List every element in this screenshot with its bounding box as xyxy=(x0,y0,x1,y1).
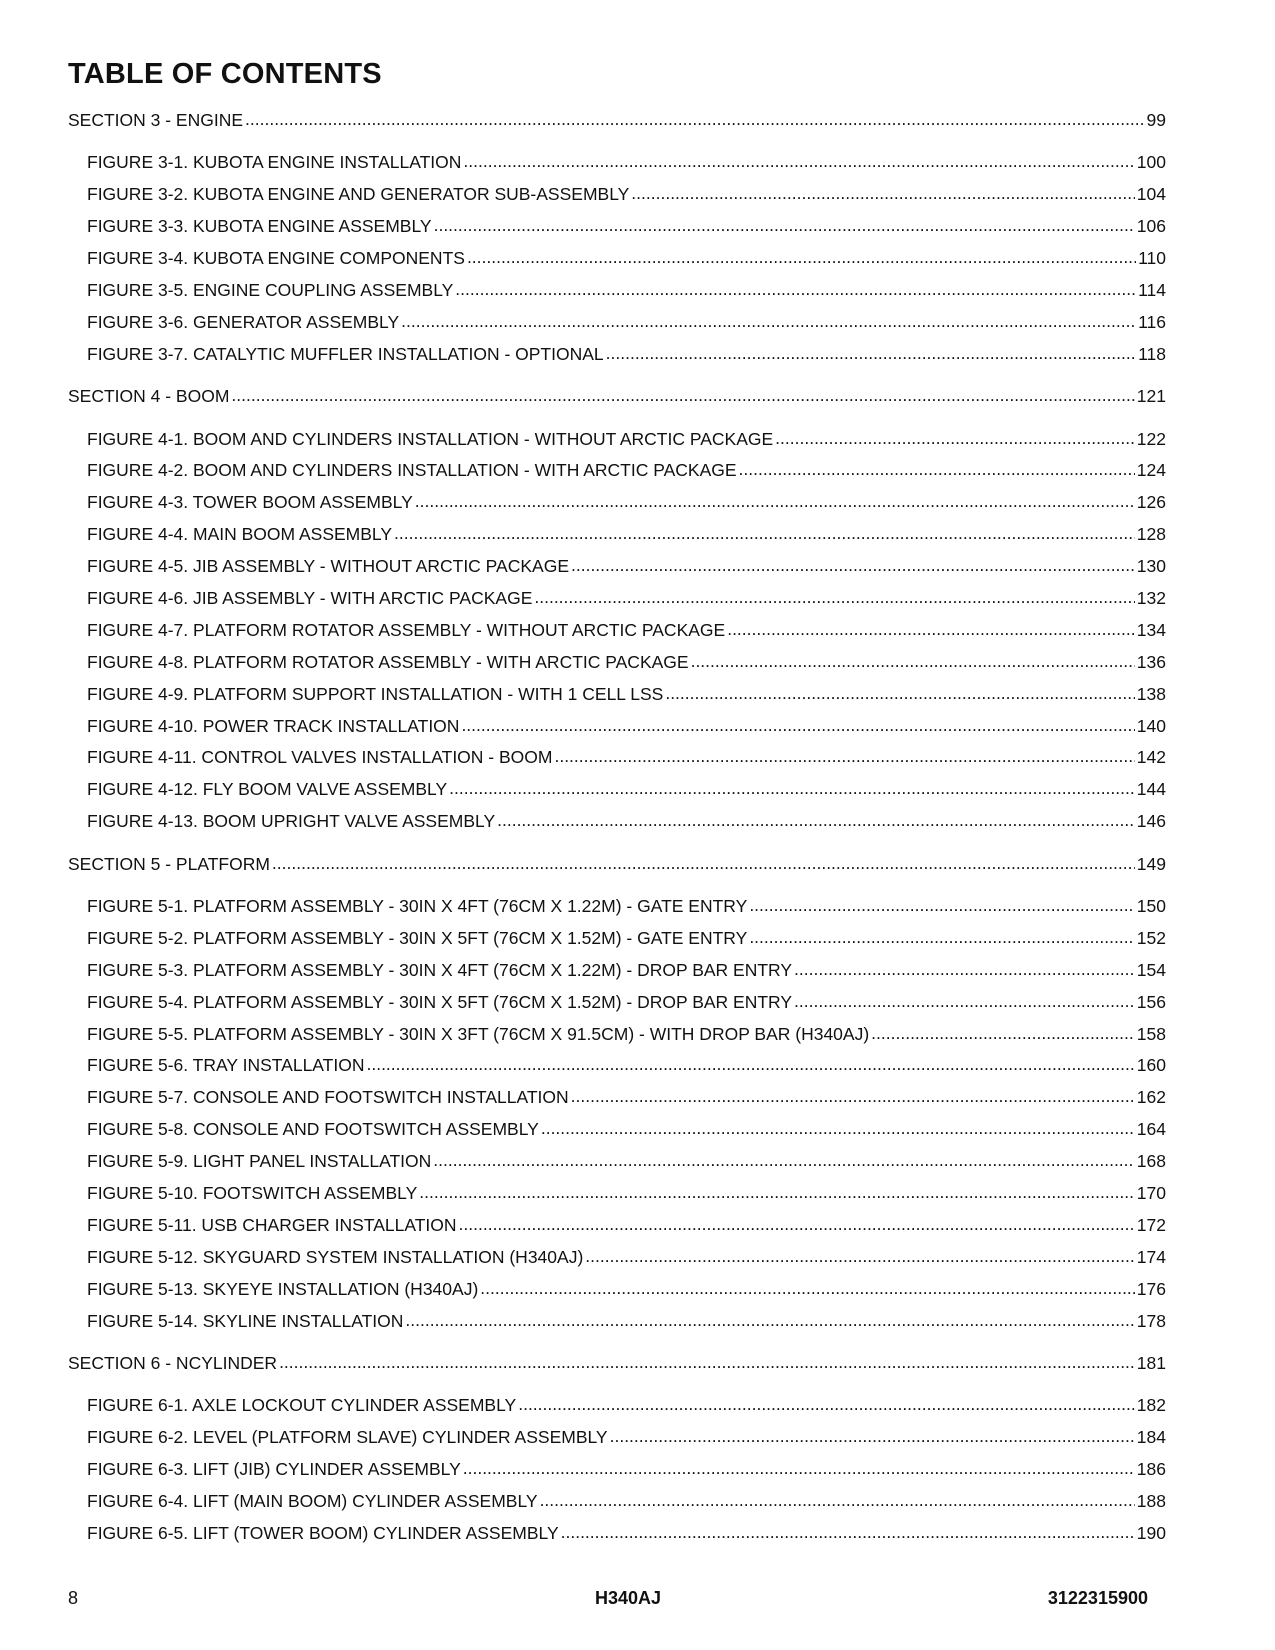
toc-figure-entry[interactable] xyxy=(68,1087,1166,1119)
toc-entry-label: FIGURE 3-6. GENERATOR ASSEMBLY xyxy=(87,311,400,332)
toc-figure-entry[interactable] xyxy=(68,928,1166,960)
toc-figure-entry[interactable] xyxy=(68,216,1166,248)
toc-figure-entry[interactable] xyxy=(68,716,1166,748)
toc-entry-label: FIGURE 3-1. KUBOTA ENGINE INSTALLATION xyxy=(87,152,462,173)
toc-entry-label: FIGURE 4-9. PLATFORM SUPPORT INSTALLATION - WITH 1 CELL LSS xyxy=(87,683,664,704)
dot-leader xyxy=(449,778,1135,799)
toc-figure-entry[interactable] xyxy=(68,556,1166,588)
toc-entry-page: 134 xyxy=(1136,619,1166,640)
toc-entry-page: 172 xyxy=(1136,1214,1166,1235)
toc-entry-page: 186 xyxy=(1136,1459,1166,1480)
toc-entry-label: FIGURE 5-7. CONSOLE AND FOOTSWITCH INSTALLATION xyxy=(87,1087,569,1108)
toc-figure-entry[interactable] xyxy=(68,1215,1166,1247)
toc-section-entry[interactable] xyxy=(68,110,1166,142)
dot-leader xyxy=(434,215,1135,236)
toc-figure-list xyxy=(68,1395,1166,1554)
toc-entry-page: 122 xyxy=(1136,428,1166,449)
dot-leader xyxy=(610,1426,1135,1447)
dot-leader xyxy=(739,459,1135,480)
toc-entry-label: FIGURE 6-3. LIFT (JIB) CYLINDER ASSEMBLY xyxy=(87,1459,461,1480)
toc-entry-label: FIGURE 4-6. JIB ASSEMBLY - WITH ARCTIC PACKAGE xyxy=(87,587,533,608)
dot-leader xyxy=(272,853,1135,874)
toc-entry-page: 144 xyxy=(1136,779,1166,800)
toc-entry-label: FIGURE 5-1. PLATFORM ASSEMBLY - 30IN X 4FT (76CM X 1.22M) - GATE ENTRY xyxy=(87,895,748,916)
toc-entry-label: FIGURE 4-7. PLATFORM ROTATOR ASSEMBLY - WITHOUT ARCTIC PACKAGE xyxy=(87,619,726,640)
page-title: TABLE OF CONTENTS xyxy=(68,58,382,90)
toc-section-block xyxy=(68,386,1166,843)
dot-leader xyxy=(245,109,1145,130)
toc-figure-entry[interactable] xyxy=(68,779,1166,811)
toc-entry-page: 104 xyxy=(1136,184,1166,205)
toc-entry-label: FIGURE 4-5. JIB ASSEMBLY - WITHOUT ARCTIC PACKAGE xyxy=(87,556,569,577)
toc-entry-label: FIGURE 6-1. AXLE LOCKOUT CYLINDER ASSEMBLY xyxy=(87,1395,517,1416)
dot-leader xyxy=(415,491,1135,512)
toc-entry-label: FIGURE 5-9. LIGHT PANEL INSTALLATION xyxy=(87,1151,432,1172)
toc-entry-page: 138 xyxy=(1136,683,1166,704)
dot-leader xyxy=(459,1214,1135,1235)
toc-entry-label: SECTION 4 - BOOM xyxy=(68,386,230,407)
toc-entry-page: 174 xyxy=(1136,1246,1166,1267)
toc-entry-label: SECTION 5 - PLATFORM xyxy=(68,853,270,874)
toc-entry-page: 99 xyxy=(1146,110,1166,130)
toc-entry-label: FIGURE 3-3. KUBOTA ENGINE ASSEMBLY xyxy=(87,216,432,237)
toc-entry-label: FIGURE 5-12. SKYGUARD SYSTEM INSTALLATION (H340AJ) xyxy=(87,1246,584,1267)
toc-figure-entry[interactable] xyxy=(68,1523,1166,1555)
toc-section-block xyxy=(68,110,1166,376)
toc-entry-label: FIGURE 4-10. POWER TRACK INSTALLATION xyxy=(87,715,460,736)
toc-figure-entry[interactable] xyxy=(68,460,1166,492)
toc-entry-page: 182 xyxy=(1136,1395,1166,1416)
toc-figure-entry[interactable] xyxy=(68,652,1166,684)
toc-figure-entry[interactable] xyxy=(68,1055,1166,1087)
toc-figure-entry[interactable] xyxy=(68,747,1166,779)
toc-entry-label: FIGURE 6-5. LIFT (TOWER BOOM) CYLINDER ASSEMBLY xyxy=(87,1522,559,1543)
toc-entry-page: 100 xyxy=(1136,152,1166,173)
dot-leader xyxy=(401,311,1136,332)
toc-figure-list xyxy=(68,429,1166,844)
toc-entry-label: FIGURE 4-1. BOOM AND CYLINDERS INSTALLATION - WITHOUT ARCTIC PACKAGE xyxy=(87,428,774,449)
footer-page-number: 8 xyxy=(68,1588,79,1608)
toc-section-block xyxy=(68,1353,1166,1555)
toc-entry-page: 126 xyxy=(1136,492,1166,513)
dot-leader xyxy=(571,555,1135,576)
toc-figure-entry[interactable] xyxy=(68,524,1166,556)
toc-entry-label: FIGURE 4-4. MAIN BOOM ASSEMBLY xyxy=(87,524,393,545)
dot-leader xyxy=(231,385,1134,406)
dot-leader xyxy=(749,895,1134,916)
dot-leader xyxy=(455,279,1136,300)
toc-figure-entry[interactable] xyxy=(68,312,1166,344)
toc-entry-label: FIGURE 5-11. USB CHARGER INSTALLATION xyxy=(87,1214,457,1235)
toc-figure-entry[interactable] xyxy=(68,896,1166,928)
toc-figure-list xyxy=(68,152,1166,375)
toc-entry-page: 184 xyxy=(1136,1427,1166,1448)
dot-leader xyxy=(497,810,1135,831)
toc-entry-label: FIGURE 4-2. BOOM AND CYLINDERS INSTALLATION - WITH ARCTIC PACKAGE xyxy=(87,460,737,481)
toc-entry-label: SECTION 6 - NCYLINDER xyxy=(68,1352,278,1373)
toc-entry-label: FIGURE 5-2. PLATFORM ASSEMBLY - 30IN X 5FT (76CM X 1.52M) - GATE ENTRY xyxy=(87,927,748,948)
dot-leader xyxy=(554,746,1134,767)
toc-entry-label: FIGURE 4-11. CONTROL VALVES INSTALLATION - BOOM xyxy=(87,747,553,768)
toc-entry-page: 116 xyxy=(1138,311,1166,332)
toc-figure-entry[interactable] xyxy=(68,811,1166,843)
toc-figure-entry[interactable] xyxy=(68,280,1166,312)
toc-entry-page: 128 xyxy=(1136,524,1166,545)
toc-entry-page: 110 xyxy=(1138,248,1166,269)
dot-leader xyxy=(279,1352,1135,1373)
toc-figure-entry[interactable] xyxy=(68,429,1166,461)
dot-leader xyxy=(540,1490,1135,1511)
toc-entry-label: FIGURE 4-8. PLATFORM ROTATOR ASSEMBLY - WITH ARCTIC PACKAGE xyxy=(87,651,689,672)
dot-leader xyxy=(749,927,1134,948)
toc-entry-page: 152 xyxy=(1136,927,1166,948)
dot-leader xyxy=(405,1310,1134,1331)
dot-leader xyxy=(561,1522,1135,1543)
toc-entry-page: 162 xyxy=(1136,1087,1166,1108)
dot-leader xyxy=(394,523,1135,544)
toc-entry-label: FIGURE 3-2. KUBOTA ENGINE AND GENERATOR SUB-ASSEMBLY xyxy=(87,184,630,205)
toc-entry-page: 136 xyxy=(1136,651,1166,672)
dot-leader xyxy=(467,247,1136,268)
toc-figure-entry[interactable] xyxy=(68,1427,1166,1459)
toc-entry-page: 132 xyxy=(1136,587,1166,608)
dot-leader xyxy=(794,959,1135,980)
toc-entry-label: FIGURE 3-7. CATALYTIC MUFFLER INSTALLATION - OPTIONAL xyxy=(87,343,604,364)
toc-entry-label: FIGURE 3-4. KUBOTA ENGINE COMPONENTS xyxy=(87,248,465,269)
toc-entry-page: 188 xyxy=(1136,1491,1166,1512)
dot-leader xyxy=(585,1246,1135,1267)
dot-leader xyxy=(691,651,1135,672)
toc-figure-entry[interactable] xyxy=(68,1491,1166,1523)
dot-leader xyxy=(419,1182,1135,1203)
toc-entry-label: FIGURE 4-13. BOOM UPRIGHT VALVE ASSEMBLY xyxy=(87,811,496,832)
toc-figure-entry[interactable] xyxy=(68,184,1166,216)
toc-entry-page: 156 xyxy=(1136,991,1166,1012)
dot-leader xyxy=(518,1394,1135,1415)
dot-leader xyxy=(871,1023,1135,1044)
dot-leader xyxy=(631,183,1135,204)
dot-leader xyxy=(571,1086,1135,1107)
toc-entry-page: 150 xyxy=(1136,895,1166,916)
dot-leader xyxy=(534,587,1134,608)
toc-entry-label: FIGURE 5-8. CONSOLE AND FOOTSWITCH ASSEMBLY xyxy=(87,1119,539,1140)
toc-entry-page: 181 xyxy=(1136,1352,1166,1373)
toc-figure-entry[interactable] xyxy=(68,152,1166,184)
toc-entry-page: 170 xyxy=(1136,1183,1166,1203)
dot-leader xyxy=(541,1118,1135,1139)
toc-entry-label: FIGURE 5-14. SKYLINE INSTALLATION xyxy=(87,1310,404,1331)
toc-entry-label: FIGURE 4-3. TOWER BOOM ASSEMBLY xyxy=(87,492,413,513)
toc-entry-page: 149 xyxy=(1136,853,1166,874)
toc-entry-page: 146 xyxy=(1136,811,1166,832)
toc-entry-page: 130 xyxy=(1136,556,1166,577)
toc-figure-entry[interactable] xyxy=(68,1119,1166,1151)
toc-entry-page: 118 xyxy=(1138,343,1166,364)
toc-entry-label: FIGURE 5-5. PLATFORM ASSEMBLY - 30IN X 3FT (76CM X 91.5CM) - WITH DROP BAR (H340AJ) xyxy=(87,1023,870,1044)
toc-figure-entry[interactable] xyxy=(68,1395,1166,1427)
toc-figure-entry[interactable] xyxy=(68,492,1166,524)
toc-entry-page: 160 xyxy=(1136,1055,1166,1076)
toc-figure-entry[interactable] xyxy=(68,1279,1166,1311)
toc-entry-label: FIGURE 5-6. TRAY INSTALLATION xyxy=(87,1055,365,1076)
toc-entry-page: 190 xyxy=(1136,1522,1166,1543)
toc-entry-page: 106 xyxy=(1136,216,1166,237)
toc-section-entry[interactable] xyxy=(68,854,1166,886)
toc-entry-page: 142 xyxy=(1136,747,1166,768)
toc-figure-entry[interactable] xyxy=(68,1311,1166,1343)
toc-figure-entry[interactable] xyxy=(68,248,1166,280)
toc-figure-entry[interactable] xyxy=(68,1459,1166,1491)
toc-figure-entry[interactable] xyxy=(68,1247,1166,1279)
toc-entry-label: FIGURE 6-4. LIFT (MAIN BOOM) CYLINDER ASSEMBLY xyxy=(87,1491,538,1512)
dot-leader xyxy=(606,343,1136,364)
dot-leader xyxy=(794,991,1135,1012)
toc-section-entry[interactable] xyxy=(68,1353,1166,1385)
toc-entry-page: 176 xyxy=(1136,1278,1166,1299)
toc-entry-page: 158 xyxy=(1136,1023,1166,1044)
dot-leader xyxy=(727,619,1135,640)
toc-figure-entry[interactable] xyxy=(68,684,1166,716)
dot-leader xyxy=(665,683,1134,704)
toc-entry-label: FIGURE 4-12. FLY BOOM VALVE ASSEMBLY xyxy=(87,779,448,800)
toc-entry-page: 124 xyxy=(1136,460,1166,481)
dot-leader xyxy=(433,1150,1135,1171)
dot-leader xyxy=(775,428,1135,449)
toc-section-block xyxy=(68,854,1166,1343)
dot-leader xyxy=(463,151,1134,172)
toc-figure-entry[interactable] xyxy=(68,960,1166,992)
toc-figure-entry[interactable] xyxy=(68,1024,1166,1056)
toc-entry-label: FIGURE 5-10. FOOTSWITCH ASSEMBLY xyxy=(87,1183,418,1203)
toc-figure-entry[interactable] xyxy=(68,620,1166,652)
toc-entry-label: FIGURE 5-13. SKYEYE INSTALLATION (H340AJ) xyxy=(87,1278,479,1299)
toc-entry-page: 114 xyxy=(1138,279,1166,300)
toc-entry-label: FIGURE 5-4. PLATFORM ASSEMBLY - 30IN X 5FT (76CM X 1.52M) - DROP BAR ENTRY xyxy=(87,991,793,1012)
toc-section-entry[interactable] xyxy=(68,386,1166,418)
toc-entry-page: 164 xyxy=(1136,1119,1166,1140)
toc-figure-entry[interactable] xyxy=(68,1151,1166,1183)
toc-entry-page: 140 xyxy=(1136,715,1166,736)
dot-leader xyxy=(480,1278,1135,1299)
toc-figure-list xyxy=(68,896,1166,1342)
toc-figure-entry[interactable] xyxy=(68,1183,1166,1215)
toc-figure-entry[interactable] xyxy=(68,344,1166,376)
toc-entry-page: 168 xyxy=(1136,1151,1166,1172)
dot-leader xyxy=(366,1054,1134,1075)
toc-entry-page: 154 xyxy=(1136,959,1166,980)
dot-leader xyxy=(461,715,1134,736)
toc-entry-label: FIGURE 5-3. PLATFORM ASSEMBLY - 30IN X 4FT (76CM X 1.22M) - DROP BAR ENTRY xyxy=(87,959,793,980)
toc-entry-label: FIGURE 6-2. LEVEL (PLATFORM SLAVE) CYLINDER ASSEMBLY xyxy=(87,1427,608,1448)
toc-entry-label: SECTION 3 - ENGINE xyxy=(68,110,244,130)
toc-figure-entry[interactable] xyxy=(68,588,1166,620)
toc-figure-entry[interactable] xyxy=(68,992,1166,1024)
footer-document-number: 3122315900 xyxy=(1047,1588,1148,1608)
footer-model: H340AJ xyxy=(595,1588,662,1608)
toc-entry-page: 178 xyxy=(1136,1310,1166,1331)
page-footer xyxy=(68,1588,1148,1616)
dot-leader xyxy=(463,1458,1135,1479)
toc-entry-page: 121 xyxy=(1136,386,1166,407)
toc-entry-label: FIGURE 3-5. ENGINE COUPLING ASSEMBLY xyxy=(87,279,454,300)
table-of-contents xyxy=(68,110,1166,1555)
